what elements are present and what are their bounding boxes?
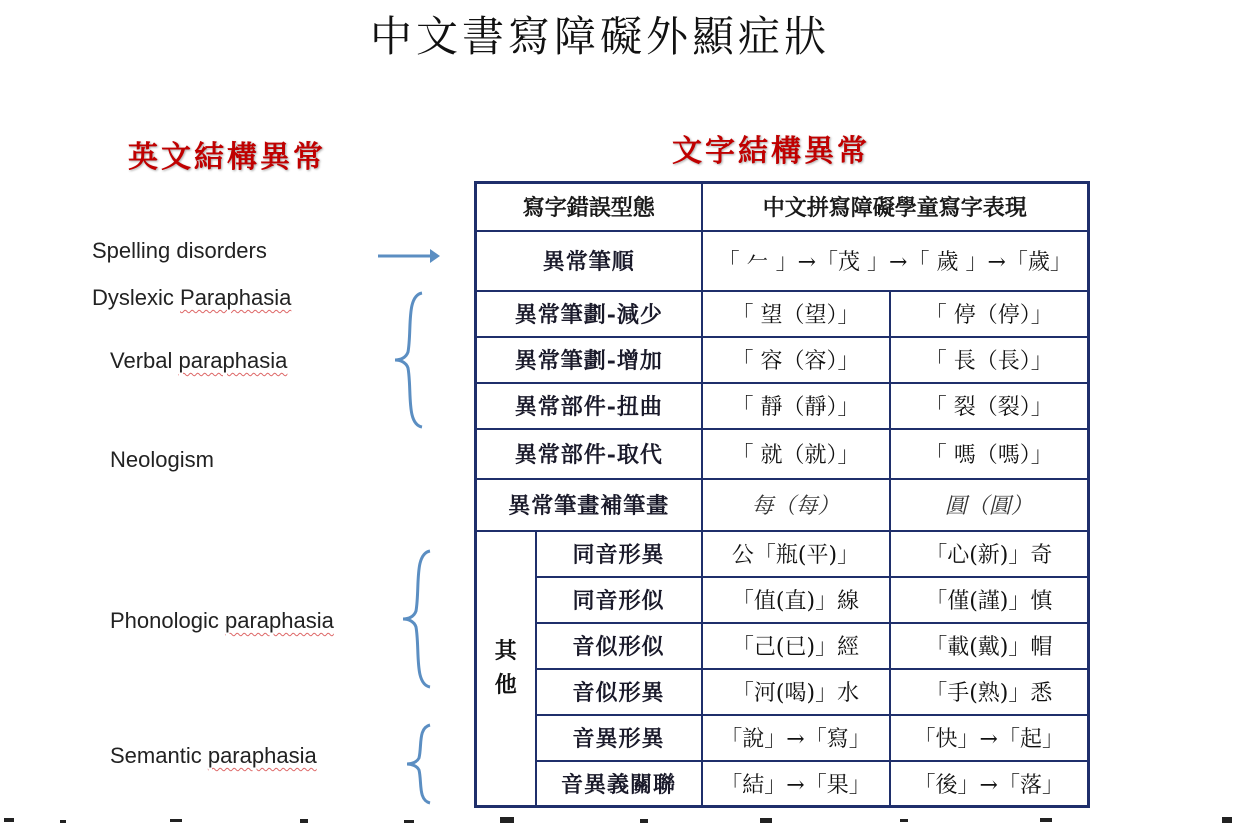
table-row (476, 577, 1089, 623)
label-part: Paraphasia (180, 285, 292, 310)
example-cell: 圓（圓） (890, 479, 1089, 531)
label-part: paraphasia (224, 608, 334, 633)
example-cell: 「 停（停）」 (890, 291, 1089, 337)
table-row (476, 479, 1089, 531)
brace-icon (404, 722, 436, 806)
right-heading: 文字結構異常 (672, 134, 870, 169)
example-cell: 「手(熟)」悉 (890, 669, 1089, 715)
example-cell: 「 長（長）」 (890, 337, 1089, 383)
example-cell: 「載(戴)」帽 (890, 623, 1089, 669)
example-cell: 「心(新)」奇 (890, 531, 1089, 577)
other-category-cell (476, 531, 536, 807)
example-cell: 公「瓶(平)」 (702, 531, 890, 577)
table-row (476, 531, 1089, 577)
bottom-edge-decoration (0, 812, 1242, 826)
brace-icon (400, 548, 436, 690)
error-type-cell: 異常部件-扭曲 (476, 383, 702, 429)
table-row (476, 761, 1089, 807)
stroke-order-example: 「 𠂉 」→「茂 」→「 歲 」→「歲」 (702, 231, 1089, 291)
example-cell: 「 嗎（嗎）」 (890, 429, 1089, 479)
header-error-type: 寫字錯誤型態 (476, 183, 702, 231)
error-type-cell: 音似形異 (536, 669, 702, 715)
label-spelling-disorders: Spelling disorders (92, 238, 267, 263)
example-cell: 「快」→「起」 (890, 715, 1089, 761)
example-cell: 「 裂（裂）」 (890, 383, 1089, 429)
error-type-cell: 音異義關聯 (536, 761, 702, 807)
label-part: Verbal (110, 348, 179, 373)
label-part: Phonologic (110, 608, 225, 633)
table-row (476, 715, 1089, 761)
error-type-cell: 異常筆畫補筆畫 (476, 479, 702, 531)
label-phonologic-paraphasia (110, 608, 334, 634)
example-cell: 「值(直)」線 (702, 577, 890, 623)
table-row (476, 231, 1089, 291)
error-type-cell: 異常筆劃-增加 (476, 337, 702, 383)
label-dyslexic-paraphasia (92, 285, 291, 311)
page-title: 中文書寫障礙外顯症狀 (369, 12, 830, 61)
label-neologism: Neologism (110, 447, 214, 472)
right-arrow-icon (376, 246, 442, 266)
label-part: paraphasia (207, 743, 317, 768)
label-part: Semantic (110, 743, 208, 768)
example-cell: 「 靜（靜）」 (702, 383, 890, 429)
header-performance: 中文拼寫障礙學童寫字表現 (702, 183, 1089, 231)
example-cell: 每（每） (702, 479, 890, 531)
label-verbal-paraphasia (110, 348, 287, 374)
table-row (476, 623, 1089, 669)
label-part: Dyslexic (92, 285, 181, 310)
example-cell: 「結」→「果」 (702, 761, 890, 807)
table-row (476, 291, 1089, 337)
table-row (476, 383, 1089, 429)
other-label: 其 (494, 638, 517, 665)
label-part: paraphasia (178, 348, 288, 373)
example-cell: 「河(喝)」水 (702, 669, 890, 715)
stroke-order-type: 異常筆順 (476, 231, 702, 291)
brace-icon (392, 290, 428, 430)
example-cell: 「 就（就）」 (702, 429, 890, 479)
example-cell: 「己(已)」經 (702, 623, 890, 669)
example-cell: 「 容（容）」 (702, 337, 890, 383)
error-type-cell: 音似形似 (536, 623, 702, 669)
table-header-row (476, 183, 1089, 231)
error-type-cell: 異常部件-取代 (476, 429, 702, 479)
left-heading: 英文結構異常 (128, 140, 326, 175)
example-cell: 「僅(謹)」慎 (890, 577, 1089, 623)
label-semantic-paraphasia (110, 743, 317, 769)
table-row (476, 669, 1089, 715)
error-type-table (474, 181, 1090, 808)
example-cell: 「後」→「落」 (890, 761, 1089, 807)
error-type-cell: 同音形異 (536, 531, 702, 577)
table-row (476, 337, 1089, 383)
other-label: 他 (494, 672, 517, 699)
error-type-cell: 音異形異 (536, 715, 702, 761)
error-type-cell: 異常筆劃-減少 (476, 291, 702, 337)
example-cell: 「說」→「寫」 (702, 715, 890, 761)
error-type-cell: 同音形似 (536, 577, 702, 623)
example-cell: 「 望（望）」 (702, 291, 890, 337)
table-row (476, 429, 1089, 479)
